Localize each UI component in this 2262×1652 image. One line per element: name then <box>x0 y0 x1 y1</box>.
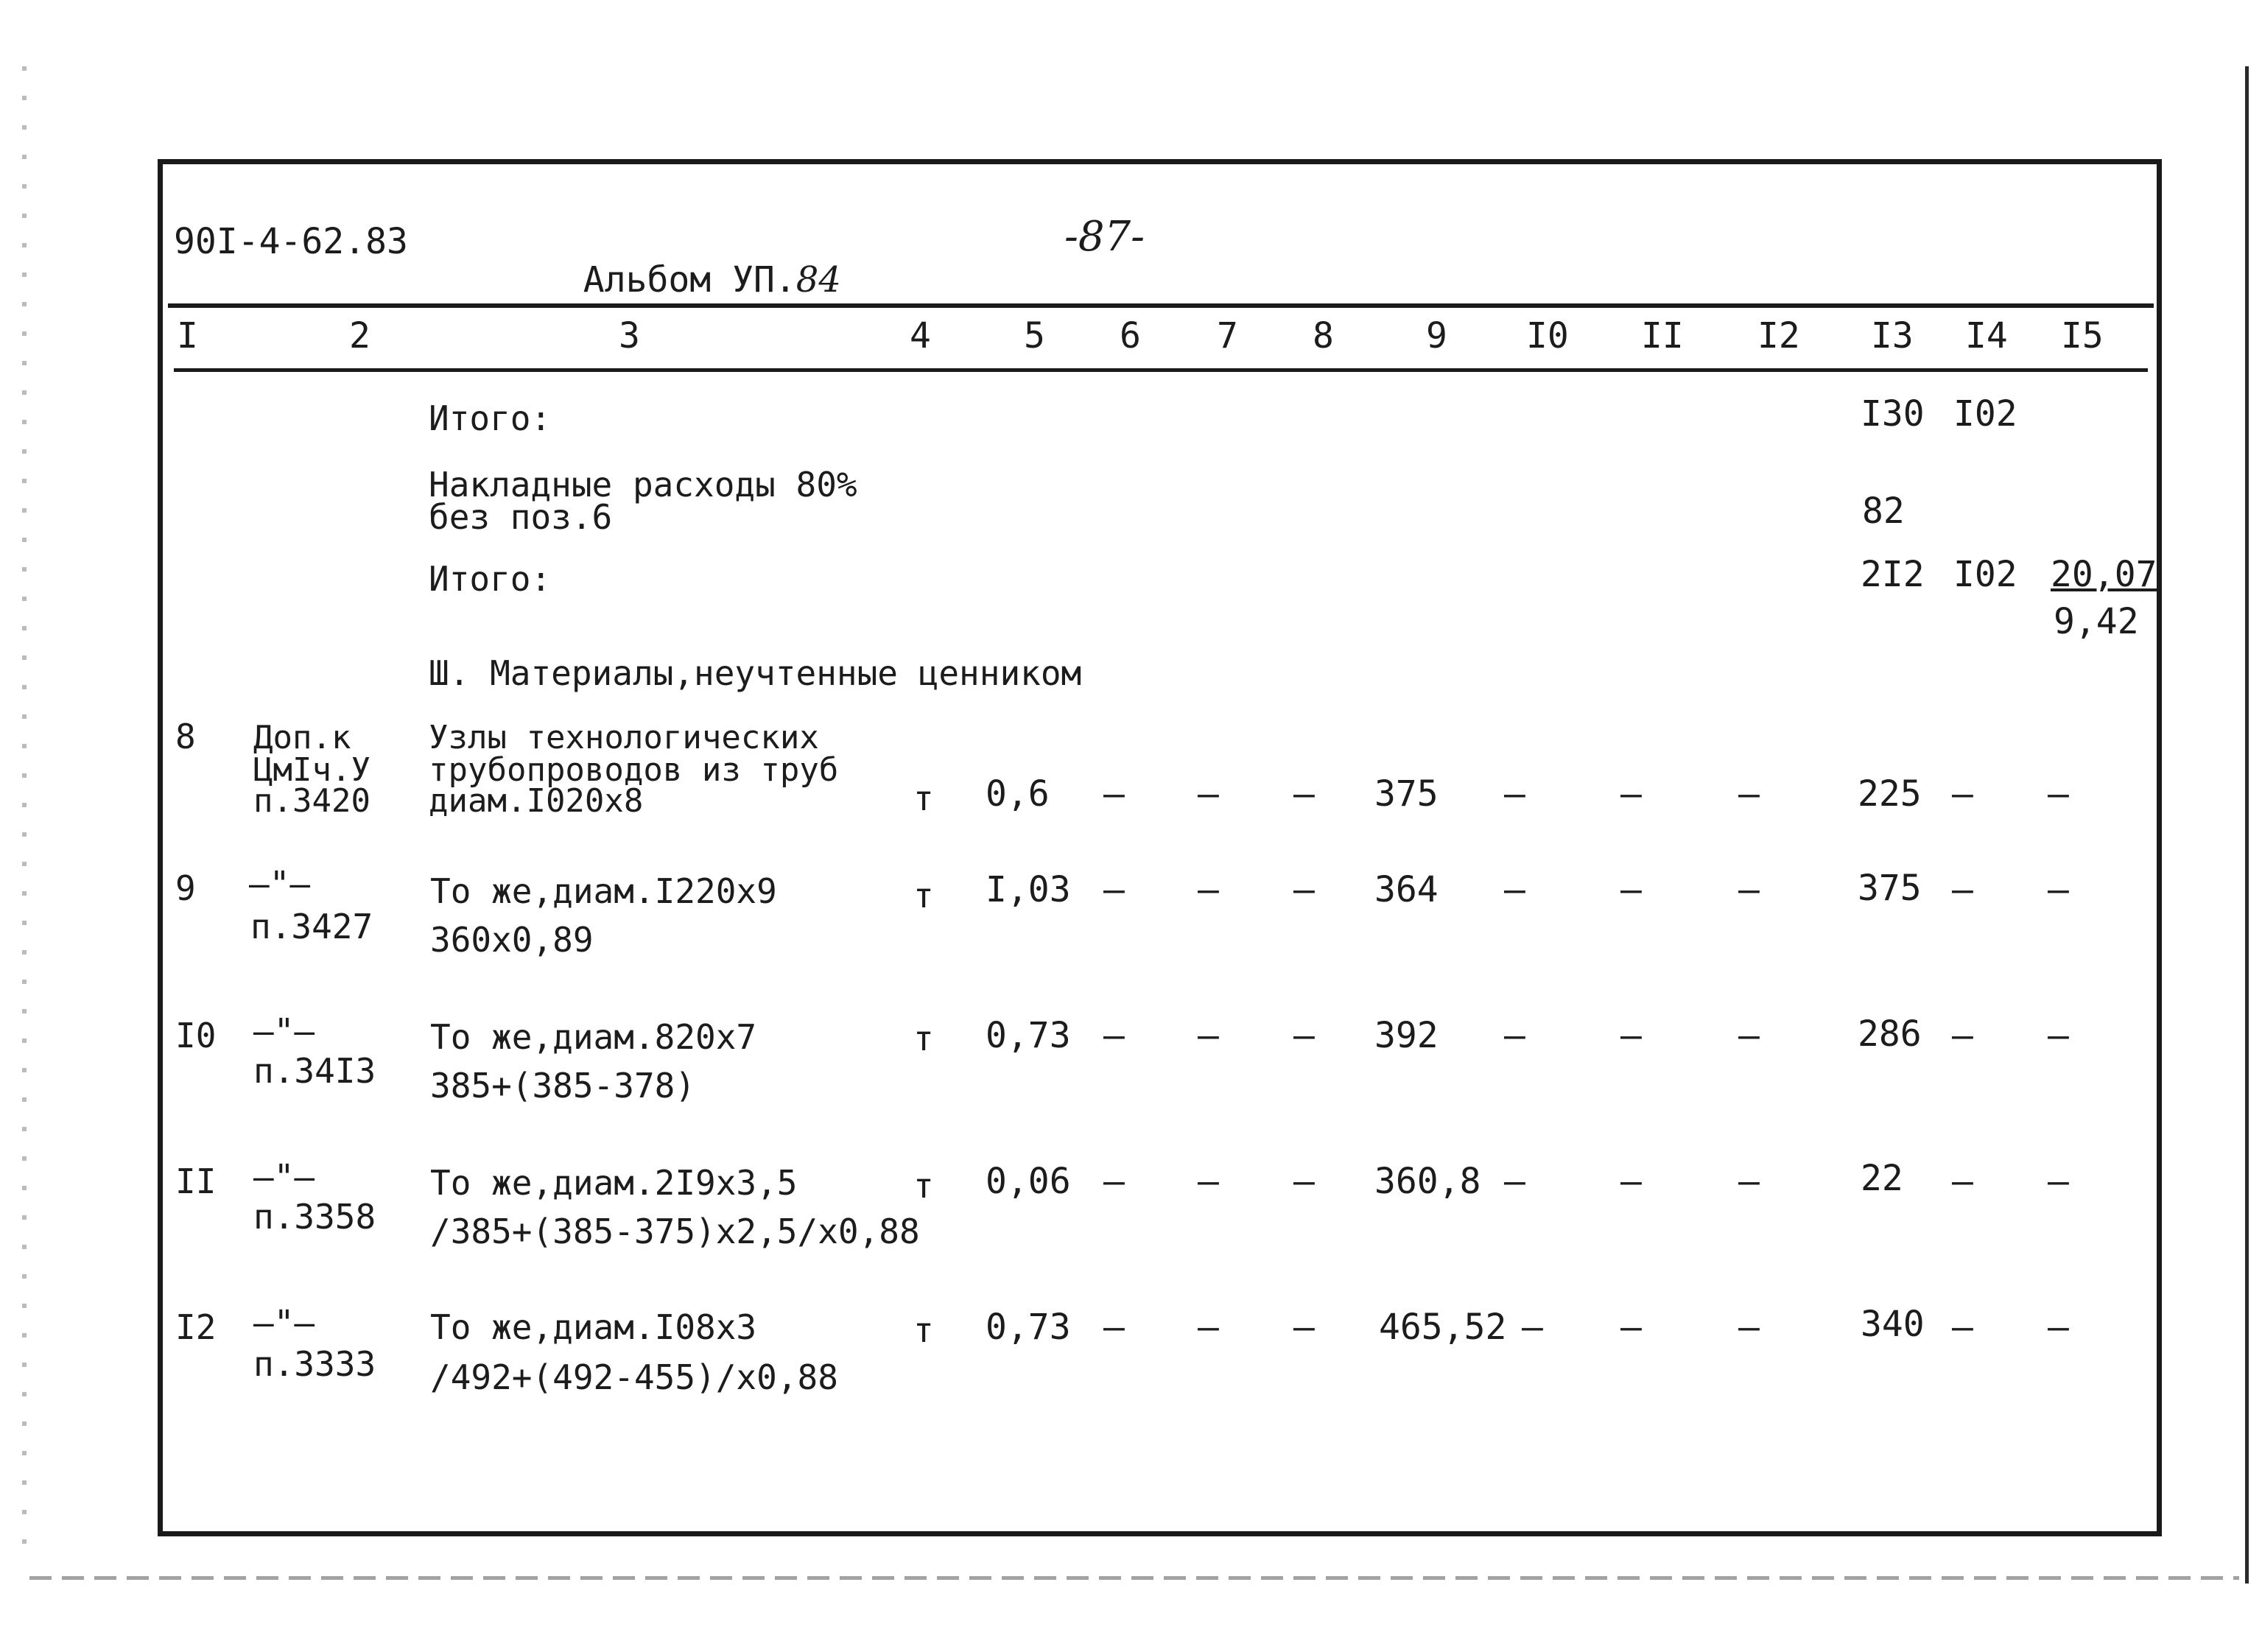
scan-margin-marks <box>22 66 27 1569</box>
row-description: То же,диам.820x7 <box>430 1017 757 1057</box>
row-reference: Доп.к <box>253 719 351 756</box>
header-rule-top <box>168 303 2154 308</box>
row-description: /385+(385-375)x2,5/x0,88 <box>430 1212 920 1251</box>
row-unit: т <box>913 1019 934 1058</box>
row-unit: т <box>913 876 934 915</box>
page-number: -87- <box>1064 213 1145 261</box>
itogo-2-col15-bottom: 9,42 <box>2054 601 2139 642</box>
row-col9: 364 <box>1374 869 1439 910</box>
col-header-8: 8 <box>1313 315 1334 356</box>
row-col15: – <box>2048 1307 2069 1348</box>
row-quantity: 0,6 <box>986 773 1050 815</box>
row-quantity: 0,73 <box>986 1307 1071 1348</box>
row-col14: – <box>1952 869 1973 910</box>
row-col6: – <box>1103 1161 1125 1202</box>
row-col11: – <box>1620 1015 1642 1056</box>
row-unit: т <box>913 1166 934 1206</box>
col-header-5: 5 <box>1024 315 1045 356</box>
itogo-2-col14: I02 <box>1953 554 2017 595</box>
row-col7: – <box>1198 869 1219 910</box>
row-col13: 22 <box>1861 1158 1903 1199</box>
row-col12: – <box>1738 1015 1760 1056</box>
row-position: 9 <box>175 868 196 908</box>
row-col7: – <box>1198 1015 1219 1056</box>
col-header-13: I3 <box>1871 315 1914 356</box>
row-col6: – <box>1103 1015 1125 1056</box>
row-description: /492+(492-455)/x0,88 <box>430 1357 838 1397</box>
row-description: 360x0,89 <box>430 920 594 960</box>
row-col10: – <box>1504 773 1525 815</box>
row-col14: – <box>1952 1161 1973 1202</box>
row-col7: – <box>1198 1161 1219 1202</box>
row-col12: – <box>1738 869 1760 910</box>
row-position: I0 <box>175 1016 217 1055</box>
overhead-line-2: без поз.6 <box>429 497 613 537</box>
col-header-9: 9 <box>1426 315 1447 356</box>
row-reference: п.3358 <box>253 1197 376 1237</box>
itogo-label-1: Итого: <box>429 398 552 438</box>
row-unit: т <box>913 1310 934 1350</box>
row-col8: – <box>1293 869 1315 910</box>
outer-frame-right-edge <box>2245 66 2249 1584</box>
row-quantity: I,03 <box>986 869 1071 910</box>
album-text: Альбом УП. <box>583 259 796 300</box>
row-col11: – <box>1620 1161 1642 1202</box>
itogo-1-col14: I02 <box>1953 393 2017 435</box>
row-col15: – <box>2048 773 2069 815</box>
row-reference: –"– <box>253 1157 315 1197</box>
row-col15: – <box>2048 1161 2069 1202</box>
row-col10: – <box>1504 1015 1525 1056</box>
row-reference: п.3427 <box>250 907 373 946</box>
itogo-label-2: Итого: <box>429 559 552 599</box>
col-header-6: 6 <box>1120 315 1141 356</box>
row-description: диам.I020x8 <box>429 782 644 820</box>
col-header-10: I0 <box>1526 315 1569 356</box>
row-position: II <box>175 1161 217 1201</box>
row-reference: ЦмIч.У <box>253 751 370 789</box>
row-col9: 375 <box>1374 773 1439 815</box>
col-header-12: I2 <box>1757 315 1800 356</box>
row-description: трубопроводов из труб <box>429 751 839 789</box>
col-header-7: 7 <box>1217 315 1238 356</box>
row-col12: – <box>1738 773 1760 815</box>
row-col7: – <box>1198 773 1219 815</box>
row-col10: – <box>1504 1161 1525 1202</box>
header-rule-bottom <box>174 368 2148 372</box>
row-col9: 392 <box>1374 1015 1439 1056</box>
col-header-2: 2 <box>349 315 370 356</box>
itogo-2-col15-top: 20,07 <box>2051 554 2157 595</box>
row-unit: т <box>913 778 934 818</box>
row-reference: –"– <box>253 1011 315 1051</box>
row-col11: – <box>1620 1307 1642 1348</box>
row-description: Узлы технологических <box>429 719 819 756</box>
row-col6: – <box>1103 1307 1125 1348</box>
row-col7: – <box>1198 1307 1219 1348</box>
row-reference: п.3420 <box>253 782 370 820</box>
row-col13: 375 <box>1858 868 1922 909</box>
row-col9: 360,8 <box>1374 1161 1481 1202</box>
row-reference: –"– <box>253 1303 315 1343</box>
row-col13: 340 <box>1861 1304 1925 1345</box>
section-title: Ш. Материалы,неучтенные ценником <box>429 653 1082 693</box>
col-header-4: 4 <box>910 315 931 356</box>
row-reference: –"– <box>249 864 311 904</box>
row-col8: – <box>1293 1307 1315 1348</box>
overhead-line-1: Накладные расходы 80% <box>429 465 857 505</box>
row-quantity: 0,06 <box>986 1161 1071 1202</box>
album-label <box>541 222 841 299</box>
row-col11: – <box>1620 773 1642 815</box>
row-position: 8 <box>175 717 196 756</box>
overhead-col13: 82 <box>1862 491 1905 532</box>
row-col6: – <box>1103 869 1125 910</box>
row-description: То же,диам.I08x3 <box>430 1307 757 1347</box>
scan-bottom-marks <box>29 1576 2239 1580</box>
row-col14: – <box>1952 1307 1973 1348</box>
row-reference: п.3333 <box>253 1344 376 1384</box>
row-col15: – <box>2048 869 2069 910</box>
col-header-15: I5 <box>2061 315 2104 356</box>
row-col14: – <box>1952 773 1973 815</box>
row-col15: – <box>2048 1015 2069 1056</box>
itogo-1-col13: I30 <box>1861 393 1925 435</box>
row-description: То же,диам.I220x9 <box>430 871 777 911</box>
row-col8: – <box>1293 1015 1315 1056</box>
row-col13: 225 <box>1858 773 1922 815</box>
row-position: I2 <box>175 1307 217 1347</box>
itogo-2-col13: 2I2 <box>1861 554 1925 595</box>
row-col6: – <box>1103 773 1125 815</box>
row-col10: – <box>1504 869 1525 910</box>
row-col8: – <box>1293 773 1315 815</box>
document-code: 90I-4-62.83 <box>174 221 408 262</box>
row-col9: 465,52 <box>1379 1307 1507 1348</box>
album-handwritten: 84 <box>795 259 841 300</box>
row-col13: 286 <box>1858 1013 1922 1055</box>
col-header-3: 3 <box>619 315 640 356</box>
row-col8: – <box>1293 1161 1315 1202</box>
row-col12: – <box>1738 1307 1760 1348</box>
col-header-11: II <box>1641 315 1684 356</box>
row-col12: – <box>1738 1161 1760 1202</box>
row-description: То же,диам.2I9x3,5 <box>430 1163 798 1203</box>
row-col11: – <box>1620 869 1642 910</box>
row-quantity: 0,73 <box>986 1015 1071 1056</box>
col-header-1: I <box>177 315 198 356</box>
row-description: 385+(385-378) <box>430 1066 696 1106</box>
row-col14: – <box>1952 1015 1973 1056</box>
row-reference: п.34I3 <box>253 1051 376 1091</box>
row-col10: – <box>1522 1307 1543 1348</box>
col-header-14: I4 <box>1965 315 2008 356</box>
